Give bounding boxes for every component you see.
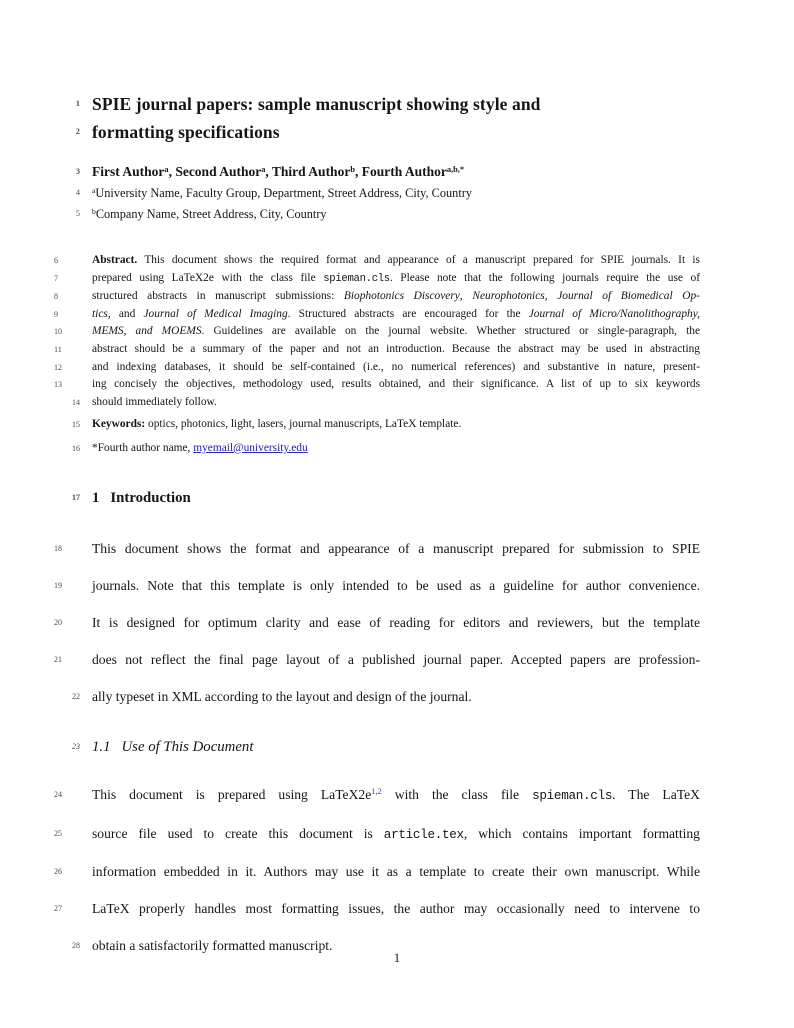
block-author-info [72,440,700,458]
doc-line-12 [54,359,700,377]
body-text: , which contains important formatting [463,825,700,841]
doc-line-3 [76,161,700,184]
doc-line-8 [54,288,700,306]
body-text: obtain a satisfactorily formatted manuscript. [92,937,333,953]
line-number: 15 [72,420,80,430]
journal-title: Biophotonics Discovery [343,290,460,303]
line-number: 20 [54,617,62,627]
block-abstract [54,252,700,411]
email-link[interactable]: myemail@university.edu [193,441,308,454]
line-number: 28 [72,940,80,950]
line-number: 7 [54,273,58,283]
block-keywords [72,416,700,434]
author-superscript: a,b,* [446,164,465,174]
body-text: ally typeset in XML according to the layout and design of the journal. [92,688,472,704]
abstract-text: should immediately follow. [92,395,217,408]
paper-title-line: formatting specifications [92,122,280,142]
line-number: 25 [54,828,62,838]
body-text: source file used to create this document is [92,825,384,841]
body-text: with the class file [381,786,533,802]
doc-line-26 [54,853,700,890]
body-text: does not reflect the final page layout of a published journal paper. Accepted papers are profession- [92,651,700,667]
doc-line-16 [72,440,700,458]
body-text: . The LaTeX [612,786,700,802]
mono-filename: spieman.cls [532,787,613,803]
body-text: This document shows the format and appearance of a manuscript prepared for submission to SPIE [92,540,700,556]
section-number: 1 [92,489,100,506]
abstract-text: . Guidelines are available on the journal website. Whether structured or single-paragraph, the [201,325,700,338]
doc-line-1 [75,90,700,118]
line-number: 22 [72,691,80,701]
abstract-text: . Please note that the following journals require the use of [389,271,700,284]
journal-title: Journal of Medical Imaging [143,307,288,320]
doc-line-22 [72,678,700,715]
author-name: First Author [92,164,165,179]
abstract-text: and indexing databases, it should be self-contained (i.e., no numerical references) and substantive in nature, present- [92,360,700,373]
line-number: 1 [75,99,80,108]
body-text: LaTeX properly handles most formatting issues, the author may occasionally need to intervene to [92,900,700,916]
line-number: 4 [76,188,80,197]
abstract-text: ing concisely the objectives, methodology used, results obtained, and their significance. A list of up to six keywords [92,378,700,391]
line-number: 21 [54,654,62,664]
abstract-text: abstract should be a summary of the paper and not an introduction. Because the abstract may be used in abstracting [92,342,700,355]
doc-line-11 [54,341,700,359]
line-number: 18 [54,543,62,553]
corresponding-author-text: *Fourth author name, [92,441,194,454]
author-superscript: a [164,164,169,174]
line-number: 8 [54,292,58,302]
block-affiliations [76,184,700,225]
abstract-text: prepared using LaTeX2e with the class file [92,271,324,284]
block-title [75,90,700,146]
abstract-text: , [459,290,473,303]
doc-line-13 [54,376,700,394]
line-number: 26 [54,866,62,876]
abstract-text: , and [107,307,144,320]
body-text: It is designed for optimum clarity and ease of reading for editors and reviewers, but the template [92,614,700,630]
keywords-text: optics, photonics, light, lasers, journal manuscripts, LaTeX template. [145,418,462,431]
doc-line-7 [54,270,700,289]
line-number: 13 [54,380,62,390]
block-authors [76,161,700,184]
doc-line-4 [76,184,700,205]
line-number: 14 [72,397,80,407]
doc-line-14 [72,394,700,412]
abstract-text: structured abstracts in manuscript submissions: [92,290,344,303]
doc-line-24 [54,776,700,815]
body-text: information embedded in it. Authors may use it as a template to create their own manuscript. While [92,863,700,879]
section-title: Introduction [110,489,191,506]
line-number: 24 [54,789,62,799]
line-number: 2 [75,127,80,136]
subsection-title: Use of This Document [121,738,254,755]
block-subsection-heading [72,737,700,757]
doc-line-5 [76,205,700,226]
author-name: , Third Author [265,164,351,179]
doc-line-21 [54,641,700,678]
keywords-label: Keywords: [92,418,146,431]
journal-title: MEMS, and MOEMS [92,325,202,338]
doc-line-17 [72,488,700,508]
doc-line-10 [54,323,700,341]
line-number: 17 [72,492,80,502]
author-name: , Second Author [168,164,262,179]
doc-line-23 [72,737,700,757]
line-number: 16 [72,443,80,453]
subsection-number: 1.1 [92,738,111,755]
doc-line-6 [54,252,700,270]
page-number: 1 [393,951,401,965]
journal-title: Neurophotonics [472,290,545,303]
doc-line-27 [54,890,700,927]
doc-line-18 [54,530,700,567]
line-number: 19 [54,580,62,590]
doc-line-2 [75,118,700,146]
author-superscript: a [261,164,266,174]
affiliation-text: University Name, Faculty Group, Department, Street Address, City, Country [95,186,472,200]
abstract-text: . Structured abstracts are encouraged for the [287,307,529,320]
line-number: 10 [54,327,62,337]
line-number: 9 [54,309,58,319]
doc-line-20 [54,604,700,641]
mono-filename: spieman.cls [323,272,390,285]
affiliation-marker: b [92,206,96,216]
affiliation-text: Company Name, Street Address, City, Country [95,206,327,221]
line-number: 6 [54,256,58,265]
line-number: 3 [76,167,80,176]
line-number: 12 [54,362,62,372]
doc-line-19 [54,567,700,604]
line-number: 5 [76,208,80,218]
line-number: 27 [54,903,62,913]
citation-ref[interactable]: 1,2 [371,785,382,796]
journal-title: tics [92,307,108,320]
body-text: journals. Note that this template is only intended to be used as a guideline for author convenience. [92,577,700,593]
body-text: This document is prepared using LaTeX2e [92,786,372,802]
mono-filename: article.tex [383,826,464,842]
author-superscript: b [350,164,355,174]
author-name: , Fourth Author [354,164,447,179]
abstract-text: This document shows the required format and appearance of a manuscript prepared for SPIE journals. It is [137,254,700,266]
manuscript-content [54,0,700,964]
line-number: 11 [54,344,62,354]
doc-line-9 [54,306,700,324]
block-section-heading [72,488,700,508]
doc-line-25 [54,815,700,853]
affiliation-marker: a [92,186,96,196]
block-paragraph-a [54,530,700,715]
journal-title: Journal of Micro/Nanolithography, [528,307,700,320]
abstract-label: Abstract. [92,254,138,266]
abstract-text: , [544,290,558,303]
paper-title-line: SPIE journal papers: sample manuscript showing style and [92,94,541,114]
line-number: 23 [72,741,80,751]
block-paragraph-b [54,776,700,964]
doc-line-15 [72,416,700,434]
journal-title: Journal of Biomedical Op- [557,290,700,303]
